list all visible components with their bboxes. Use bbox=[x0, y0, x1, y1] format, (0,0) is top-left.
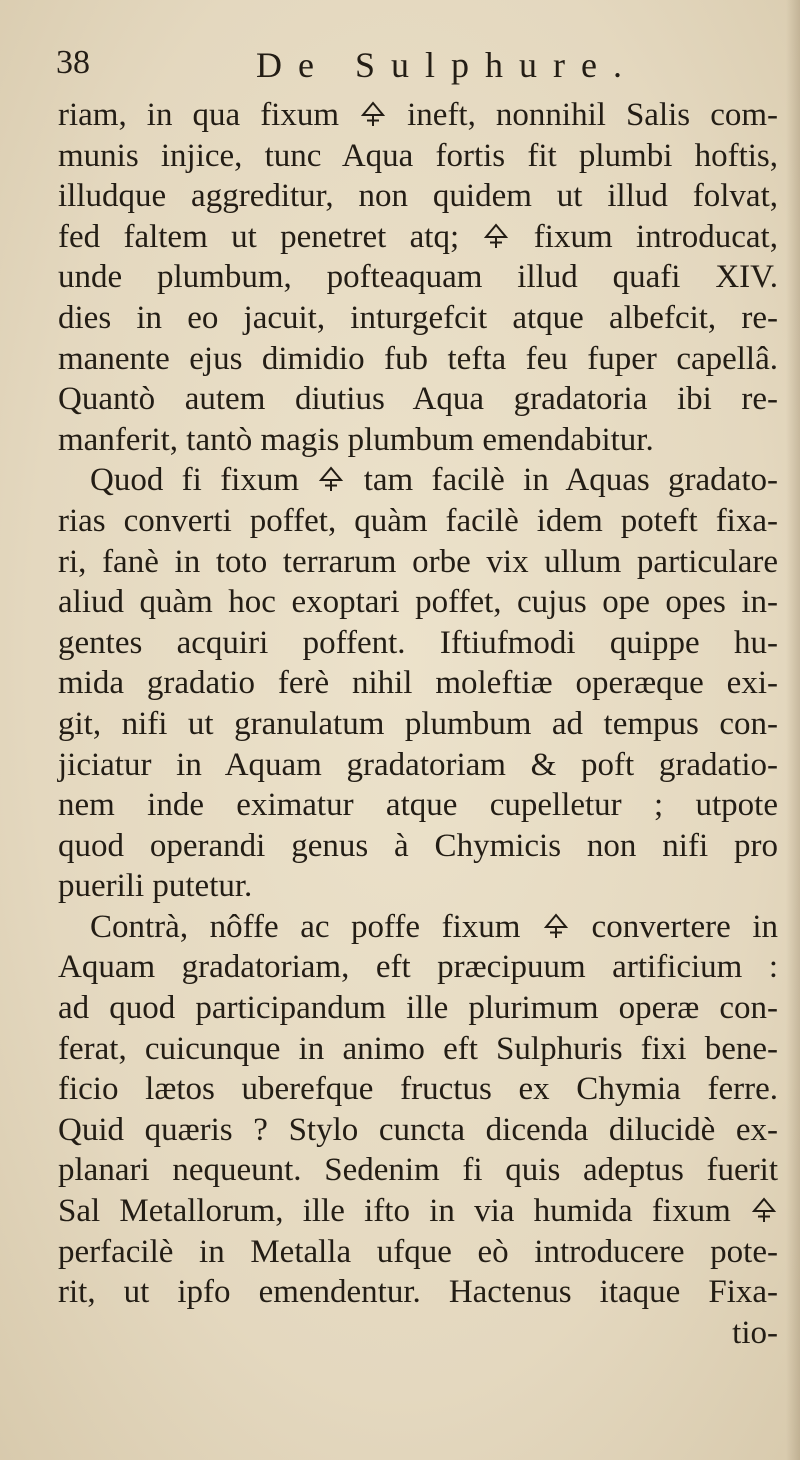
text-line: rias converti poffet, quàm facilè idem poteft fixa- bbox=[58, 502, 778, 539]
text-line: aliud quàm hoc exoptari poffet, cujus ope opes in- bbox=[58, 584, 778, 621]
text-line: tio- bbox=[732, 1314, 778, 1351]
text-line: Contrà, nôffe ac poffe fixum convertere in bbox=[90, 908, 779, 945]
page-edge-shadow bbox=[786, 0, 800, 1460]
text-line: git, nifi ut granulatum plumbum ad tempus con- bbox=[58, 705, 778, 742]
text-line: rit, ut ipfo emendentur. Hactenus itaque Fixa- bbox=[58, 1274, 778, 1311]
text-line: Quid quæris ? Stylo cuncta dicenda dilucidè ex- bbox=[58, 1111, 778, 1148]
text-line: puerili putetur. bbox=[58, 868, 253, 905]
sulphur-symbol-icon bbox=[482, 223, 510, 249]
text-line: manente ejus dimidio fub tefta feu fuper capellâ. bbox=[58, 340, 778, 377]
running-head: De Sulphure. bbox=[256, 45, 638, 85]
text-line: nem inde eximatur atque cupelletur ; utpote bbox=[58, 787, 778, 824]
text-line: munis injice, tunc Aqua fortis fit plumbi hoftis, bbox=[58, 137, 778, 174]
text-line: ficio lætos uberefque fructus ex Chymia ferre. bbox=[58, 1071, 778, 1108]
text-line: quod operandi genus à Chymicis non nifi pro bbox=[58, 827, 778, 864]
text-line: ferat, cuicunque in animo eft Sulphuris fixi bene- bbox=[58, 1030, 778, 1067]
sulphur-symbol-icon bbox=[317, 466, 345, 492]
text-line: fed faltem ut penetret atq; fixum introducat, bbox=[58, 218, 778, 255]
text-line: riam, in qua fixum ineft, nonnihil Salis com- bbox=[58, 97, 778, 133]
text-line: Sal Metallorum, ille ifto in via humida fixum bbox=[58, 1191, 778, 1232]
text-line: mida gradatio ferè nihil moleftiæ operæque exi- bbox=[58, 665, 778, 702]
sulphur-symbol-icon bbox=[542, 913, 570, 939]
text-line: Aquam gradatoriam, eft præcipuum artificium : bbox=[58, 949, 778, 986]
page-header bbox=[56, 44, 760, 90]
text-line: Quantò autem diutius Aqua gradatoria ibi re- bbox=[58, 381, 778, 418]
sulphur-symbol-icon bbox=[359, 101, 387, 127]
sulphur-symbol-icon bbox=[750, 1197, 778, 1223]
text-line: planari nequeunt. Sedenim fi quis adeptus fuerit bbox=[58, 1152, 778, 1189]
text-line: perfacilè in Metalla ufque eò introducere pote- bbox=[58, 1233, 778, 1270]
page-number: 38 bbox=[56, 44, 90, 81]
text-line: ad quod participandum ille plurimum operæ con- bbox=[58, 990, 778, 1027]
body-text bbox=[58, 95, 778, 1353]
text-line: Quod fi fixum tam facilè in Aquas gradato- bbox=[90, 462, 778, 499]
text-line: manferit, tantò magis plumbum emendabitur. bbox=[58, 421, 654, 458]
text-line: unde plumbum, pofteaquam illud quafi XIV. bbox=[58, 259, 778, 296]
text-line: illudque aggreditur, non quidem ut illud folvat, bbox=[58, 178, 778, 215]
text-line: dies in eo jacuit, inturgefcit atque albefcit, re- bbox=[58, 299, 778, 336]
text-line: jiciatur in Aquam gradatoriam & poft gradatio- bbox=[58, 746, 778, 783]
text-line: gentes acquiri poffent. Iftiufmodi quippe hu- bbox=[58, 624, 778, 661]
text-line: ri, fanè in toto terrarum orbe vix ullum particulare bbox=[58, 543, 778, 580]
